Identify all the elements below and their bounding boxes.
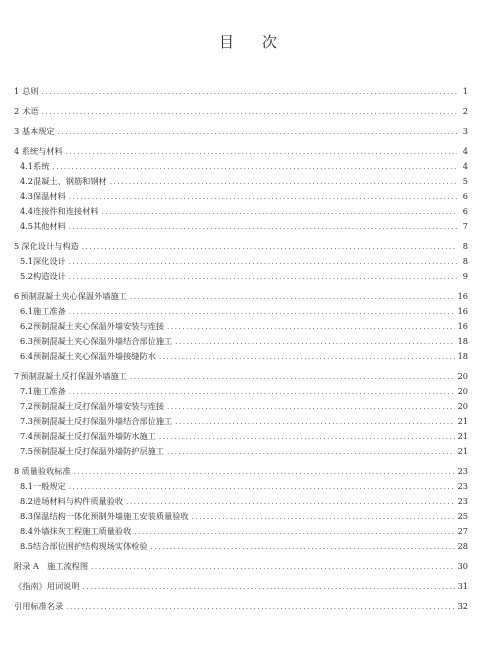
title-left-char: 目 bbox=[218, 33, 234, 51]
toc-page-number: 23 bbox=[457, 481, 468, 491]
toc-leader-dots bbox=[69, 385, 455, 400]
toc-chapter-entry[interactable] bbox=[14, 464, 468, 479]
toc-page-number: 4 bbox=[462, 146, 468, 156]
toc-entry-title: 术语 bbox=[22, 106, 39, 116]
toc-leader-dots bbox=[192, 510, 455, 525]
toc-leader-dots bbox=[82, 240, 457, 255]
toc-leader-dots bbox=[130, 290, 455, 305]
toc-entry-title: 《指南》用词说明 bbox=[14, 581, 80, 591]
toc-page-number: 23 bbox=[457, 466, 468, 476]
toc-page-number: 18 bbox=[457, 351, 468, 361]
toc-entry-title: 施工准备 bbox=[33, 386, 66, 396]
toc-entry-number: 5.2 bbox=[20, 271, 34, 281]
toc-page-number: 6 bbox=[462, 191, 468, 201]
toc-section-entry[interactable] bbox=[14, 494, 468, 509]
toc-entry-title: 基本规定 bbox=[21, 126, 55, 136]
toc-entry-title: 预制混凝土反打保温外墙结合部位施工 bbox=[33, 416, 173, 426]
toc-leader-dots bbox=[69, 255, 457, 270]
toc-entry-title: 预制混凝土夹心保温外墙结合部位施工 bbox=[33, 336, 173, 346]
toc-leader-dots bbox=[66, 600, 454, 615]
toc-entry-title: 附录 A 施工流程图 bbox=[14, 561, 89, 571]
toc-entry-number: 6 bbox=[14, 291, 20, 301]
toc-leader-dots bbox=[58, 125, 457, 140]
toc-chapter-entry[interactable] bbox=[14, 144, 468, 159]
toc-section-entry[interactable] bbox=[14, 444, 468, 459]
toc-entry-title: 深化设计与构造 bbox=[21, 241, 79, 251]
toc-entry-title: 系统 bbox=[33, 161, 50, 171]
toc-entry-number: 1 bbox=[14, 86, 20, 96]
toc-entry-number: 6.2 bbox=[20, 321, 34, 331]
toc-chapter-entry[interactable] bbox=[14, 124, 468, 139]
toc-leader-dots bbox=[69, 190, 457, 205]
toc-entry-number: 4.1 bbox=[20, 161, 34, 171]
toc-section-entry[interactable] bbox=[14, 219, 468, 234]
toc-page-number: 16 bbox=[457, 306, 468, 316]
toc-entry-number: 8.4 bbox=[20, 526, 34, 536]
toc-section-entry[interactable] bbox=[14, 269, 468, 284]
toc-leader-dots bbox=[69, 220, 457, 235]
toc-leader-dots bbox=[167, 445, 455, 460]
toc-entry-title: 混凝土、钢筋和钢材 bbox=[33, 176, 107, 186]
toc-section-entry[interactable] bbox=[14, 159, 468, 174]
toc-leader-dots bbox=[130, 370, 455, 385]
toc-entry-title: 预制混凝土反打保温外墙安装与连接 bbox=[33, 401, 165, 411]
toc-entry-number: 7 bbox=[14, 371, 20, 381]
toc-entry-number: 4 bbox=[14, 146, 20, 156]
toc-entry-number: 6.1 bbox=[20, 306, 34, 316]
toc-entry-number: 7.1 bbox=[20, 386, 34, 396]
toc-section-entry[interactable] bbox=[14, 304, 468, 319]
toc-entry-title: 预制混凝土夹心保温外墙施工 bbox=[20, 291, 127, 301]
toc-entry-number: 4.3 bbox=[20, 191, 34, 201]
toc-page-number: 27 bbox=[457, 526, 468, 536]
table-of-contents bbox=[14, 84, 468, 614]
toc-chapter-entry[interactable] bbox=[14, 599, 468, 614]
toc-entry-number: 8 bbox=[14, 466, 20, 476]
toc-page-number: 1 bbox=[462, 86, 468, 96]
toc-entry-number: 8.5 bbox=[20, 541, 34, 551]
toc-entry-title: 其他材料 bbox=[33, 221, 66, 231]
toc-entry-title: 预制混凝土反打保温外墙施工 bbox=[20, 371, 127, 381]
toc-page-number: 8 bbox=[462, 241, 468, 251]
toc-chapter-entry[interactable] bbox=[14, 239, 468, 254]
toc-entry-title: 总则 bbox=[22, 86, 39, 96]
toc-entry-number: 6.3 bbox=[20, 336, 34, 346]
toc-page-number: 30 bbox=[457, 561, 468, 571]
toc-page-number: 20 bbox=[457, 401, 468, 411]
toc-entry-title: 连接件和连接材料 bbox=[33, 206, 99, 216]
toc-page-number: 16 bbox=[457, 321, 468, 331]
toc-entry-title: 预制混凝土反打保温外墙防水施工 bbox=[33, 431, 156, 441]
toc-entry-number: 7.2 bbox=[20, 401, 34, 411]
toc-chapter-entry[interactable] bbox=[14, 369, 468, 384]
toc-section-entry[interactable] bbox=[14, 254, 468, 269]
toc-leader-dots bbox=[69, 305, 455, 320]
toc-section-entry[interactable] bbox=[14, 384, 468, 399]
toc-leader-dots bbox=[167, 400, 455, 415]
toc-page-number: 21 bbox=[457, 416, 468, 426]
toc-page-number: 6 bbox=[462, 206, 468, 216]
toc-entry-title: 引用标准名录 bbox=[14, 601, 64, 611]
toc-page-number: 5 bbox=[462, 176, 468, 186]
toc-entry-title: 预制混凝土反打保温外墙防护层施工 bbox=[33, 446, 165, 456]
toc-page-number: 32 bbox=[457, 601, 468, 611]
toc-page-number: 23 bbox=[457, 496, 468, 506]
toc-entry-number: 6.4 bbox=[20, 351, 34, 361]
toc-leader-dots bbox=[159, 430, 455, 445]
toc-section-entry[interactable] bbox=[14, 349, 468, 364]
toc-section-entry[interactable] bbox=[14, 319, 468, 334]
toc-chapter-entry[interactable] bbox=[14, 559, 468, 574]
toc-section-entry[interactable] bbox=[14, 539, 468, 554]
toc-page-number: 31 bbox=[457, 581, 468, 591]
toc-page-number: 3 bbox=[462, 126, 468, 136]
toc-leader-dots bbox=[66, 145, 457, 160]
toc-leader-dots bbox=[102, 205, 457, 220]
toc-leader-dots bbox=[159, 350, 455, 365]
toc-page-number: 21 bbox=[457, 446, 468, 456]
toc-leader-dots bbox=[52, 160, 457, 175]
toc-entry-title: 施工准备 bbox=[33, 306, 66, 316]
toc-entry-title: 进场材料与构件质量验收 bbox=[33, 496, 124, 506]
toc-entry-number: 5 bbox=[14, 241, 20, 251]
toc-entry-number: 7.5 bbox=[20, 446, 34, 456]
toc-entry-number: 2 bbox=[14, 106, 20, 116]
title-right-char: 次 bbox=[262, 33, 278, 51]
toc-page-number: 28 bbox=[457, 541, 468, 551]
toc-section-entry[interactable] bbox=[14, 174, 468, 189]
toc-entry-number: 8.1 bbox=[20, 481, 34, 491]
toc-chapter-entry[interactable] bbox=[14, 84, 468, 99]
toc-page-number: 9 bbox=[462, 271, 468, 281]
toc-entry-title: 构造设计 bbox=[33, 271, 66, 281]
toc-leader-dots bbox=[69, 270, 457, 285]
toc-section-entry[interactable] bbox=[14, 524, 468, 539]
toc-page-number: 20 bbox=[457, 386, 468, 396]
toc-entry-title: 保温材料 bbox=[33, 191, 66, 201]
toc-entry-title: 一般规定 bbox=[33, 481, 66, 491]
toc-entry-number: 4.4 bbox=[20, 206, 34, 216]
toc-entry-title: 深化设计 bbox=[33, 256, 66, 266]
toc-entry-number: 4.5 bbox=[20, 221, 34, 231]
toc-entry-number: 8.2 bbox=[20, 496, 34, 506]
toc-section-entry[interactable] bbox=[14, 189, 468, 204]
toc-entry-title: 外墙抹灰工程施工质量验收 bbox=[33, 526, 132, 536]
toc-page-number: 2 bbox=[462, 106, 468, 116]
toc-page-number: 16 bbox=[457, 291, 468, 301]
toc-section-entry[interactable] bbox=[14, 509, 468, 524]
toc-leader-dots bbox=[42, 85, 457, 100]
toc-leader-dots bbox=[110, 175, 457, 190]
toc-leader-dots bbox=[175, 415, 454, 430]
toc-entry-title: 保温结构一体化预制外墙施工安装质量验收 bbox=[33, 511, 189, 521]
toc-page-number: 25 bbox=[457, 511, 468, 521]
toc-leader-dots bbox=[69, 480, 455, 495]
toc-entry-title: 结合部位围护结构现场实体检验 bbox=[33, 541, 148, 551]
toc-entry-number: 7.3 bbox=[20, 416, 34, 426]
toc-entry-number: 8.3 bbox=[20, 511, 34, 521]
toc-entry-number: 4.2 bbox=[20, 176, 34, 186]
toc-entry-number: 5.1 bbox=[20, 256, 34, 266]
toc-entry-title: 预制混凝土夹心保温外墙接缝防水 bbox=[33, 351, 156, 361]
toc-chapter-entry[interactable] bbox=[14, 104, 468, 119]
toc-leader-dots bbox=[175, 335, 454, 350]
toc-section-entry[interactable] bbox=[14, 399, 468, 414]
toc-page-number: 4 bbox=[462, 161, 468, 171]
toc-leader-dots bbox=[126, 495, 454, 510]
toc-section-entry[interactable] bbox=[14, 429, 468, 444]
toc-entry-number: 3 bbox=[14, 126, 20, 136]
toc-page-number: 18 bbox=[457, 336, 468, 346]
toc-entry-title: 质量验收标准 bbox=[21, 466, 71, 476]
toc-chapter-entry[interactable] bbox=[14, 289, 468, 304]
toc-leader-dots bbox=[91, 560, 455, 575]
toc-leader-dots bbox=[42, 105, 457, 120]
toc-section-entry[interactable] bbox=[14, 334, 468, 349]
toc-entry-title: 系统与材料 bbox=[21, 146, 63, 156]
toc-page-number: 21 bbox=[457, 431, 468, 441]
toc-leader-dots bbox=[74, 465, 455, 480]
toc-leader-dots bbox=[83, 580, 455, 595]
toc-page-number: 7 bbox=[462, 221, 468, 231]
page-title bbox=[0, 31, 496, 52]
toc-section-entry[interactable] bbox=[14, 204, 468, 219]
toc-section-entry[interactable] bbox=[14, 479, 468, 494]
toc-page-number: 8 bbox=[462, 256, 468, 266]
toc-entry-number: 7.4 bbox=[20, 431, 34, 441]
toc-section-entry[interactable] bbox=[14, 414, 468, 429]
toc-page-number: 20 bbox=[457, 371, 468, 381]
toc-entry-title: 预制混凝土夹心保温外墙安装与连接 bbox=[33, 321, 165, 331]
toc-leader-dots bbox=[151, 540, 455, 555]
toc-chapter-entry[interactable] bbox=[14, 579, 468, 594]
toc-leader-dots bbox=[167, 320, 455, 335]
toc-leader-dots bbox=[134, 525, 454, 540]
